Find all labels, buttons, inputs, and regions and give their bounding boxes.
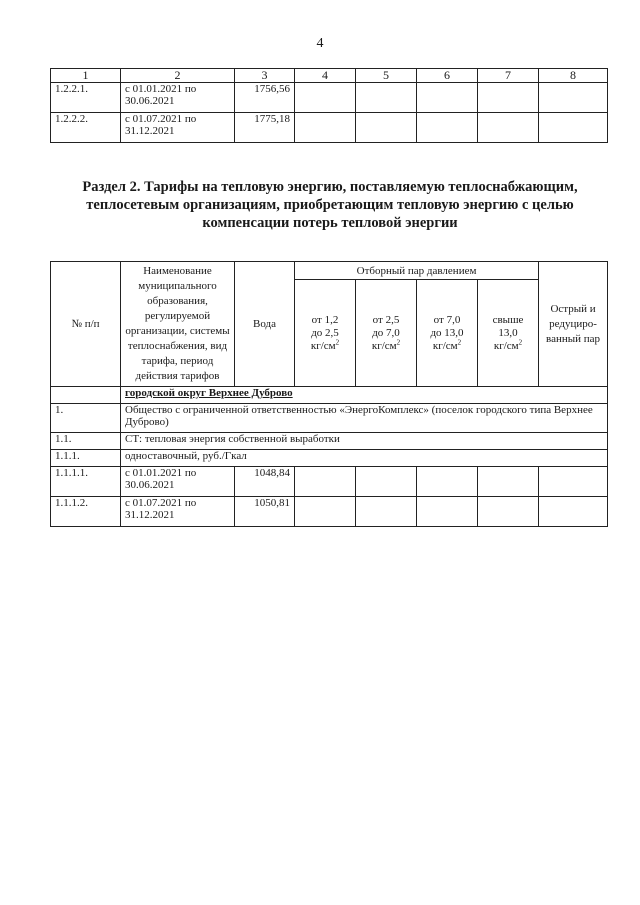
row-number: 1.2.2.2. — [51, 113, 121, 143]
empty-cell — [295, 113, 356, 143]
empty-cell — [356, 113, 417, 143]
organization-name: Общество с ограниченной ответственностью «ЭнергоКомплекс» (поселок городского типа Верхнее Дуброво) — [121, 404, 608, 433]
steam-col-line2: 13,0 — [498, 326, 518, 339]
organization-row — [51, 404, 608, 433]
row-number: 1.1. — [51, 433, 121, 450]
empty-cell — [539, 467, 608, 497]
row-number: 1. — [51, 404, 121, 433]
tariff-table-section-2 — [50, 261, 608, 527]
tariff-period: с 01.01.2021 по 30.06.2021 — [121, 83, 235, 113]
empty-cell — [478, 467, 539, 497]
column-number: 6 — [417, 69, 478, 83]
column-number: 5 — [356, 69, 417, 83]
column-number: 7 — [478, 69, 539, 83]
header-name: Наименование муниципального образования, регулируемой организации, системы теплоснабжения, вид тарифа, период действия тарифов — [121, 262, 235, 387]
empty-cell — [417, 83, 478, 113]
water-tariff: 1048,84 — [235, 467, 295, 497]
table-row — [51, 467, 608, 497]
empty-cell — [295, 467, 356, 497]
steam-col-line1: от 2,5 — [372, 313, 400, 326]
header-steam: Отборный пар давлением — [295, 262, 539, 280]
steam-col-line1: свыше — [492, 313, 524, 326]
municipality-name: городской округ Верхнее Дуброво — [121, 387, 608, 404]
empty-cell — [539, 113, 608, 143]
empty-cell — [478, 83, 539, 113]
steam-col-2 — [356, 280, 417, 387]
steam-col-unit: $кг/см^2$ — [493, 337, 523, 352]
steam-col-line2: до 7,0 — [372, 326, 400, 339]
steam-col-unit: $кг/см^2$ — [432, 337, 462, 352]
empty-cell — [478, 497, 539, 527]
empty-cell — [356, 497, 417, 527]
empty-cell — [478, 113, 539, 143]
tariff-type-row — [51, 450, 608, 467]
water-tariff: 1050,81 — [235, 497, 295, 527]
steam-col-line1: от 7,0 — [433, 313, 461, 326]
section-title: Раздел 2. Тарифы на тепловую энергию, поставляемую теплоснабжающим, теплосетевым организациям, приобретающим тепловую энергию с целью компенсации потерь тепловой энергии — [82, 179, 578, 231]
system-row — [51, 433, 608, 450]
municipality-row — [51, 387, 608, 404]
steam-col-1 — [295, 280, 356, 387]
header-row — [51, 262, 608, 280]
column-number: 1 — [51, 69, 121, 83]
row-number: 1.1.1.1. — [51, 467, 121, 497]
column-number-row — [51, 69, 608, 83]
tariff-table-continuation — [50, 68, 608, 143]
tariff-period: с 01.07.2021 по 31.12.2021 — [121, 113, 235, 143]
water-tariff: 1775,18 — [235, 113, 295, 143]
steam-col-line2: до 13,0 — [430, 326, 464, 339]
header-water: Вода — [235, 262, 295, 387]
steam-col-4 — [478, 280, 539, 387]
steam-col-3 — [417, 280, 478, 387]
empty-cell — [356, 83, 417, 113]
empty-cell — [51, 387, 121, 404]
column-number: 3 — [235, 69, 295, 83]
row-number: 1.1.1.2. — [51, 497, 121, 527]
steam-col-unit: $кг/см^2$ — [371, 337, 401, 352]
page-number: 4 — [316, 36, 324, 51]
header-sharp-steam: Острый и редуциро-ванный пар — [539, 262, 608, 387]
column-number: 4 — [295, 69, 356, 83]
system-name: СТ: тепловая энергия собственной выработки — [121, 433, 608, 450]
header-num: № п/п — [51, 262, 121, 387]
tariff-period: с 01.01.2021 по 30.06.2021 — [121, 467, 235, 497]
steam-col-line1: от 1,2 — [311, 313, 339, 326]
empty-cell — [539, 83, 608, 113]
empty-cell — [295, 497, 356, 527]
table-row — [51, 497, 608, 527]
table-row — [51, 83, 608, 113]
water-tariff: 1756,56 — [235, 83, 295, 113]
steam-col-unit: $кг/см^2$ — [310, 337, 340, 352]
table-row — [51, 113, 608, 143]
tariff-type: одноставочный, руб./Гкал — [121, 450, 608, 467]
empty-cell — [417, 497, 478, 527]
column-number: 2 — [121, 69, 235, 83]
column-number: 8 — [539, 69, 608, 83]
steam-col-line2: до 2,5 — [311, 326, 339, 339]
empty-cell — [295, 83, 356, 113]
row-number: 1.2.2.1. — [51, 83, 121, 113]
row-number: 1.1.1. — [51, 450, 121, 467]
empty-cell — [417, 467, 478, 497]
tariff-period: с 01.07.2021 по 31.12.2021 — [121, 497, 235, 527]
empty-cell — [539, 497, 608, 527]
empty-cell — [417, 113, 478, 143]
empty-cell — [356, 467, 417, 497]
